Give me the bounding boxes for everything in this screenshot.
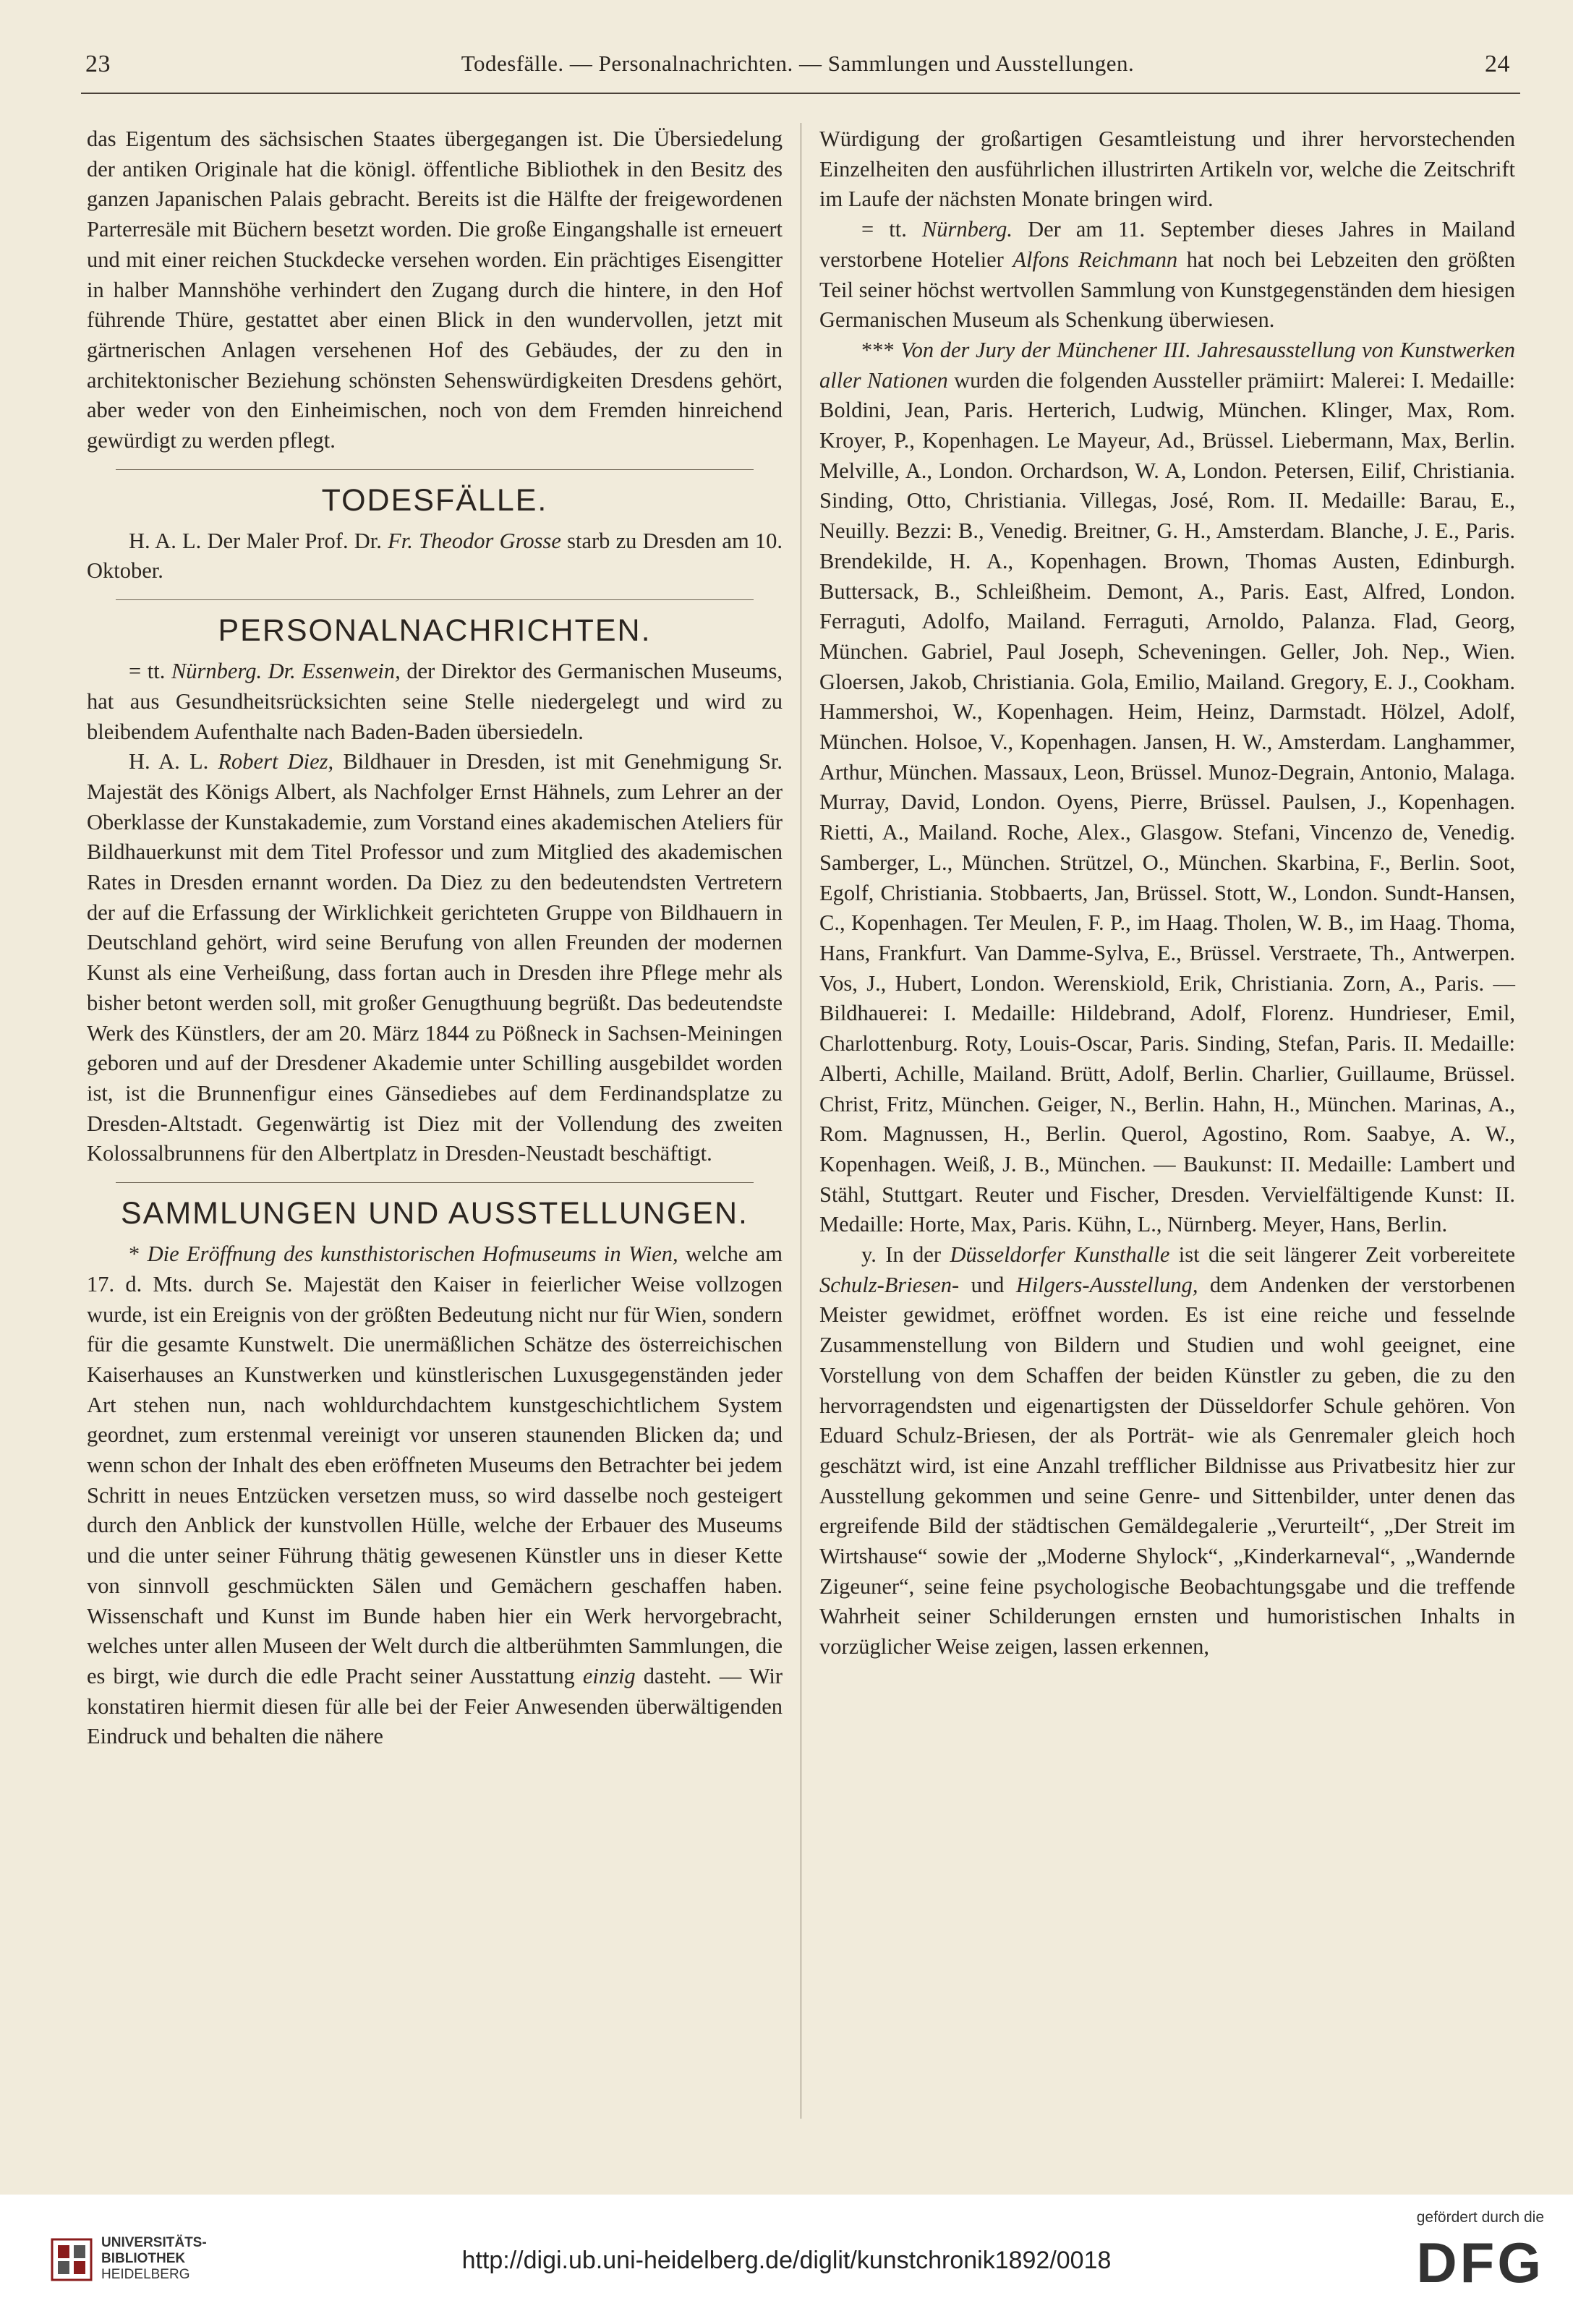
italic-text-run: Nürnberg. Dr. Essenwein, — [171, 659, 401, 684]
section-rule — [116, 469, 754, 470]
text-run: wurden die folgenden Aussteller prämiirt: Malerei: I. Medaille: Boldini, Jean, Paris. Herterich, Ludwig, München. Klinger, Max, Rom. Kroyer, P., Kopenhagen. Le Mayeur, Ad., Brüssel. Liebermann, Max, Berlin. Melville, A., London. Orchardson, W. A, London. Petersen, Eilif, Christiania. Sinding, Otto, Christiania. Villegas, José, Rom. II. Medaille: Barau, E., Neuilly. Bezzi: B., Venedig. Breitner, G. H., Amsterdam. Blanche, J. E., Paris. Brendekilde, H. A., Kopenhagen. Brown, Thomas Austen, Edinburgh. Buttersack, B., Schleißheim. Demont, A., Paris. East, Alfred, London. Ferraguti, Adolfo, Mailand. Ferraguti, Arnoldo, Palanza. Flad, Georg, München. Gabriel, Paul Joseph, Scheveningen. Geller, Joh. Nep., Wien. Gloersen, Jakob, Christiania. Gola, Emilio, Mailand. Gregory, E. J., Cookham. Hammershoi, W., Kopenhagen. Heim, Heinz, Darmstadt. Hölzel, Adolf, München. Holsoe, V., Kopenhagen. Jansen, H. W., Amsterdam. Langhammer, Arthur, München. Massaux, Leon, Brüssel. Munoz-Degrain, Antonio, Malaga. Murray, David, London. Oyens, Pierre, Brüssel. Paulsen, J., Kopenhagen. Rietti, A., Mailand. Roche, Alex., Glasgow. Stefani, Vincenzo de, Venedig. Samberger, L., München. Strützel, O., München. Skarbina, F., Berlin. Soot, Egolf, Christiania. Stobbaerts, Jan, Brüssel. Stott, W., London. Sundt-Hansen, C., Kopenhagen. Ter Meulen, F. P., im Haag. Tholen, W. B., im Haag. Thoma, Hans, Frankfurt. Van Damme-Sylva, E., Brüssel. Verstraete, Th., Antwerpen. Vos, J., Hubert, London. Werenskiold, Erik, Christiania. Zorn, A., Paris. — Bildhauerei: I. Medaille: Hildebrand, Adolf, Florenz. Hundrieser, Emil, Charlottenburg. Roty, Louis-Oscar, Paris. Sinding, Stefan, Paris. II. Medaille: Alberti, Achille, Mailand. Brütt, Adolf, Berlin. Charlier, Guillaume, Brüssel. Christ, Fritz, München. Geiger, N., Berlin. Hahn, H., München. Marinas, A., Rom. Magnussen, H., Berlin. Querol, Agostino, Rom. Saabye, A. W., Kopenhagen. Weiß, J. B., München. — Baukunst: II. Medaille: Lambert und Stähl, Stuttgart. Reuter und Fischer, Dresden. Vervielfältigende Kunst: II. Medaille: Horte, Max, Paris. Kühn, L., Nürnberg. Meyer, Hans, Berlin. — [819, 367, 1515, 1237]
italic-text-run: Von der Jury der Münchener III. Jahresausstellung von Kunstwerken aller Nationen — [819, 337, 1516, 393]
paragraph-duesseldorf — [819, 1240, 1515, 1662]
italic-text-run: einzig — [582, 1663, 636, 1688]
left-column — [87, 124, 783, 1752]
paragraph-nuernberg — [819, 215, 1515, 336]
italic-text-run: Fr. Theodor Grosse — [388, 528, 561, 553]
text-run: dasteht. — Wir konstatiren hiermit diesen für alle bei der Feier Anwesenden überwältigenden Eindruck und behalten die nähere — [87, 1663, 783, 1749]
footer-bar — [0, 2195, 1573, 2324]
italic-text-run: Hilgers-Ausstellung, — [1015, 1272, 1198, 1297]
dfg-wordmark: DFG — [1416, 2231, 1544, 2294]
text-run: H. A. L. — [129, 749, 218, 774]
running-header — [85, 51, 1510, 94]
right-column — [819, 124, 1515, 1662]
paragraph-todesfaelle — [87, 526, 783, 586]
section-rule — [116, 1182, 754, 1183]
text-run: Würdigung der großartigen Gesamtleistung und ihrer hervorstechenden Einzelheiten den ausführlichen illustrirten Artikeln vor, welche die Zeitschrift im Laufe der nächsten Monate bringen wird. — [819, 127, 1515, 212]
paragraph-hofmuseum — [87, 1239, 783, 1752]
italic-text-run: Die Eröffnung des kunsthistorischen Hofmuseums in Wien, — [147, 1242, 678, 1267]
text-run: = tt. — [129, 659, 171, 684]
paragraph-diez — [87, 747, 783, 1169]
logo-line: UNIVERSITÄTS- — [101, 2235, 207, 2250]
text-run: dem Andenken der verstorbenen Meister gewidmet, eröffnet worden. Es ist eine reiche und fesselnde Zusammenstellung von Bildern und Studien und wohl geeignet, eine Vorstellung von dem Schaffen der beiden Künstler zu geben, die zu den hervorragendsten und eigenartigsten der Düsseldorfer Schule gehören. Von Eduard Schulz-Briesen, der als Porträt- wie als Genremaler gleich hoch geschätzt wird, ist eine Anzahl trefflicher Bildnisse aus Privatbesitz hier zur Ausstellung gekommen und seine Genre- und Sittenbilder, unter denen das ergreifende Bild der städtischen Gemäldegalerie „Verurteilt“, „Der Streit im Wirtshause“ sowie der „Moderne Shylock“, „Kinderkarneval“, „Wandernde Zigeuner“, seine feine psychologische Beobachtungsgabe und die treffende Wahrheit seiner Schilderungen ernsten und humoristischen Inhalts in vorzüglicher Weise zeigen, lassen erkennen, — [819, 1272, 1515, 1659]
page-number-right: 24 — [1485, 51, 1510, 77]
italic-text-run: Alfons Reichmann — [1013, 247, 1178, 272]
text-run: Bildhauer in Dresden, ist mit Genehmigung Sr. Majestät des Königs Albert, als Nachfolger Ernst Hähnels, zum Lehrer an der Oberklasse der Kunstakademie, zum Vorstand eines akademischen Ateliers für Bildhauerkunst mit dem Titel Professor und zum Mitglied des akademischen Rates in Dresden ernannt worden. Da Diez zu den bedeutendsten Vertretern der auf die Erfassung der Wirklichkeit gerichteten Gruppe von Bildhauern in Deutschland gehört, wird seine Berufung von allen Freunden der modernen Kunst als eine Verheißung, dass fortan auch in Dresden ihre Pflege mehr als bisher betont werden soll, mit großer Genugthuung begrüßt. Das bedeutendste Werk des Künstlers, der am 20. März 1844 zu Pößneck in Sachsen-Meiningen geboren und auf der Dresdener Akademie unter Schilling ausgebildet worden ist, ist die Brunnenfigur eines Gänsediebes auf dem Ferdinandsplatze zu Dresden-Altstadt. Gegenwärtig ist Diez mit der Vollendung des zweiten Kolossalbrunnens für den Albertplatz in Dresden-Neustadt beschäftigt. — [87, 749, 783, 1166]
source-url-link[interactable]: http://digi.ub.uni-heidelberg.de/diglit/kunstchronik1892/0018 — [461, 2247, 1112, 2274]
logo-line: HEIDELBERG — [101, 2267, 190, 2282]
text-run: Der am 11. September dieses Jahres in Mailand verstorbene Hotelier — [819, 217, 1515, 272]
text-run: = tt. — [861, 217, 922, 242]
section-rule — [116, 599, 754, 600]
section-heading-todesfaelle: TODESFÄLLE. — [321, 482, 548, 518]
text-run: y. In der — [861, 1242, 950, 1268]
section-heading-sammlungen: SAMMLUNGEN UND AUSSTELLUNGEN. — [121, 1196, 749, 1231]
dfg-logo[interactable] — [1399, 2209, 1544, 2317]
running-title: Todesfälle. — Personalnachrichten. — Sammlungen und Ausstellungen. — [461, 51, 1135, 76]
paragraph-jury — [819, 336, 1515, 1240]
paragraph-continuation — [819, 124, 1515, 215]
page-number-left: 23 — [85, 51, 111, 77]
italic-text-run: Robert Diez, — [218, 749, 334, 774]
logo-line: BIBLIOTHEK — [101, 2251, 186, 2266]
text-run: und — [959, 1272, 1016, 1297]
paragraph-essenwein — [87, 657, 783, 747]
text-run: der Direktor des Germanischen Museums, hat aus Gesundheitsrücksichten seine Stelle niedergelegt und wird zu bleibendem Aufenthalte nach Baden-Baden übersiedeln. — [87, 659, 783, 744]
paragraph-intro — [87, 124, 783, 456]
text-run: ist die seit längerer Zeit vorbereitete — [1169, 1242, 1515, 1268]
text-run: das Eigentum des sächsischen Staates übergegangen ist. Die Übersiedelung der antiken Originale hat die königl. öffentliche Bibliothek in den Besitz des ganzen Japanischen Palais gebracht. Bereits ist die Hälfte der freigewordenen Parterresäle mit Büchern besetzt worden. Die große Eingangshalle ist erneuert und mit einer reichen Stuckdecke versehen worden. Ein prächtiges Eisengitter in halber Mannshöhe verhindert den Zugang durch die hintere, in den Hof führende Thüre, gestattet aber einen Blick in den wundervollen, jetzt mit gärtnerischen Anlagen versehenen Hof des Gebäudes, der zu den in architektonischer Beziehung schönsten Sehenswürdigkeiten Dresdens gehört, aber weder von den Einheimischen, noch von dem Fremden hinreichend gewürdigt zu werden pflegt. — [87, 127, 783, 453]
italic-text-run: Nürnberg. — [921, 217, 1013, 242]
text-run: * — [129, 1242, 148, 1267]
header-rule — [81, 93, 1520, 94]
section-heading-personalnachrichten: PERSONALNACHRICHTEN. — [218, 613, 652, 649]
text-run: H. A. L. Der Maler Prof. Dr. — [129, 528, 388, 553]
text-run: starb zu Dresden am 10. Oktober. — [87, 528, 783, 584]
italic-text-run: Schulz-Briesen- — [819, 1272, 960, 1297]
dfg-caption: gefördert durch die — [1416, 2209, 1544, 2226]
text-run: hat noch bei Lebzeiten den größten Teil seiner höchst wertvollen Sammlung von Kunstgegenständen dem hiesigen Germanischen Museum als Schenkung überwiesen. — [819, 247, 1516, 333]
italic-text-run: Düsseldorfer Kunsthalle — [950, 1242, 1170, 1268]
text-run: welche am 17. d. Mts. durch Se. Majestät den Kaiser in feierlicher Weise vollzogen wurde, ist ein Ereignis von der größten Bedeutung nicht nur für Wien, sondern für die gesamte Kunstwelt. Die unermäßlichen Schätze des österreichischen Kaiserhauses an Kunstwerken und künstlerischen Luxusgegenständen jeder Art stehen nun, nach wohldurchdachtem kunstgeschichtlichem System geordnet, zum erstenmal vereinigt vor unseren staunenden Blicken da; und wenn schon der Inhalt des eben eröffneten Museums den Betrachter bei jedem Schritt in neues Entzücken versetzen muss, so wird dasselbe noch gesteigert durch den Anblick der kunstvollen Hülle, welche der Erbauer des Museums und die unter seiner Führung thätig gewesenen Künstler uns in dieser Kette von sinnvoll geschmückten Sälen und Gemächern geschaffen haben. Wissenschaft und Kunst im Bunde haben hier ein Werk hervorgebracht, welches unter allen Museen der Welt durch die altberühmten Sammlungen, die es birgt, wie durch die edle Pracht seiner Ausstattung — [87, 1242, 783, 1688]
text-run: *** — [861, 337, 901, 362]
